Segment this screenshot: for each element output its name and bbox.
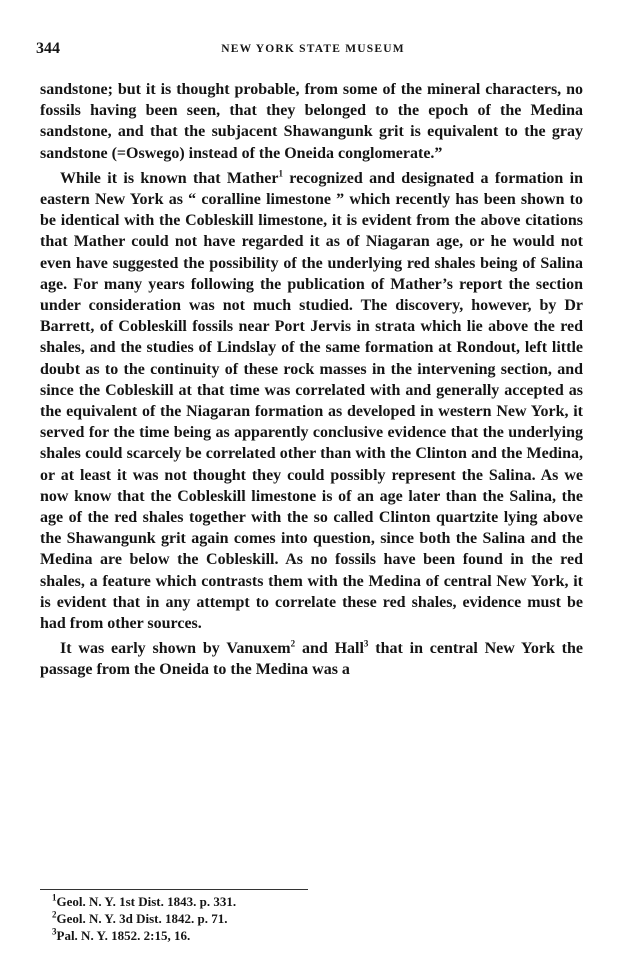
footnote-mark: 3: [52, 926, 57, 937]
footnote-mark: 1: [52, 892, 57, 903]
footnote-3: [52, 927, 236, 944]
footnote-1: [52, 893, 236, 910]
paragraph-3-part-a: It was early shown by Vanuxem: [60, 640, 291, 658]
paragraph-2: [40, 168, 583, 634]
page-header: [36, 40, 590, 60]
paragraph-3-part-b: and Hall: [295, 640, 364, 658]
footnote-ref-2: 2: [290, 638, 296, 649]
page-number: 344: [36, 40, 60, 57]
footnote-text: Pal. N. Y. 1852. 2:15, 16.: [56, 928, 191, 943]
running-title: NEW YORK STATE MUSEUM: [221, 43, 405, 55]
footnote-mark: 2: [52, 909, 57, 920]
footnote-divider: [40, 889, 308, 890]
footnotes: [52, 893, 236, 944]
footnote-text: Geol. N. Y. 3d Dist. 1842. p. 71.: [56, 911, 228, 926]
body-text: [40, 79, 583, 681]
paragraph-2-part-a: While it is known that Mather: [60, 169, 279, 187]
footnote-ref-3: 3: [363, 638, 369, 649]
paragraph-1: sandstone; but it is thought probable, from some of the mineral characters, no fossils having been seen, that they belonged to the epoch of the Medina sandstone, and that the subjacent Shawangunk grit is equivalent to the gray sandstone (=Oswego) instead of the Oneida conglomerate.”: [40, 81, 583, 162]
paragraph-3: [40, 638, 583, 680]
footnote-ref-1: 1: [278, 168, 283, 179]
paragraph-3-part-c: that in central New York the passage from the Oneida to the Medina was a: [40, 640, 583, 679]
footnote-text: Geol. N. Y. 1st Dist. 1843. p. 331.: [56, 894, 237, 909]
footnote-2: [52, 910, 236, 927]
paragraph-2-part-b: recognized and designated a formation in eastern New York as “ coralline limestone ” which recently has been shown to be identical with the Cobleskill limestone, it is evident from the above citations that Mather could not have regarded it as of Niagaran age, or he would not even have suggested the possibility of the underlying red shales being of Salina age. For many years following the publication of Mather’s report the section under consideration was not much studied. The discovery, however, by Dr Barrett, of Cobleskill fossils near Port Jervis in strata which lie above the red shales, and the studies of Lindslay of the same formation at Rondout, left little doubt as to the continuity of these rock masses in the intervening section, and since the Cobleskill at that time was correlated with and generally accepted as the equivalent of the Niagaran formation as developed in western New York, it served for the time being as apparently conclusive evidence that the underlying shales could scarcely be correlated other than with the Clinton and the Medina, or at least it was not thought they could possibly represent the Salina. As we now know that the Cobleskill limestone is of an age later than the Salina, the age of the red shales together with the so called Clinton quartzite lying above the Shawangunk grit again comes into question, since both the Salina and the Medina are below the Cobleskill. As no fossils have been found in the red shales, a feature which contrasts them with the Medina of central New York, it is evident that in any attempt to correlate these red shales, evidence must be had from other sources.: [40, 169, 584, 633]
